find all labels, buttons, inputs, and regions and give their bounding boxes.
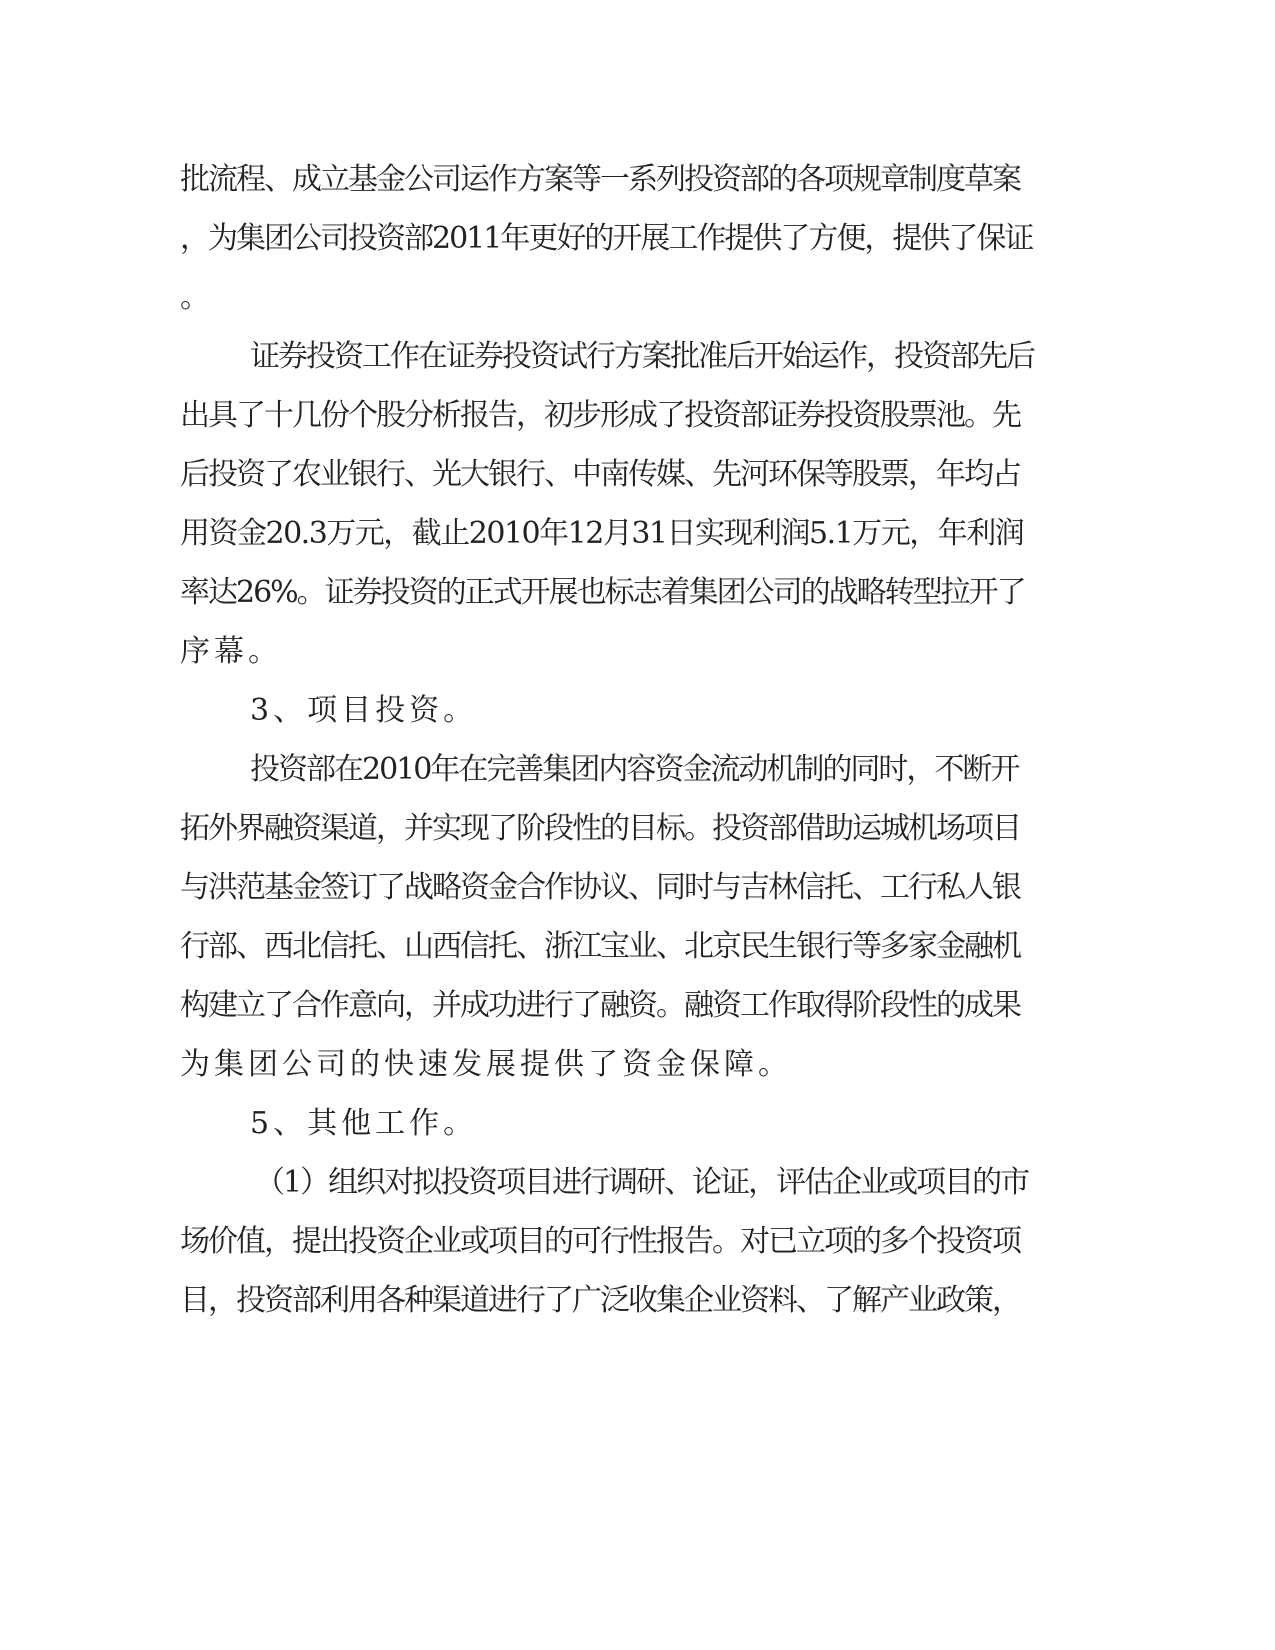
text-line: 批流程、成立基金公司运作方案等一系列投资部的各项规章制度草案 — [180, 162, 1020, 197]
text-line: 。 — [180, 280, 214, 315]
text-line: ，为集团公司投资部2011年更好的开展工作提供了方便，提供了保证 — [180, 221, 1033, 256]
text-line: 目，投资部利用各种渠道进行了广泛收集企业资料、了解产业政策， — [180, 1283, 1020, 1318]
text-line: 出具了十几份个股分析报告，初步形成了投资部证券投资股票池。先 — [180, 398, 1020, 433]
text-line: 构建立了合作意向，并成功进行了融资。融资工作取得阶段性的成果 — [180, 988, 1020, 1023]
text-line: 后投资了农业银行、光大银行、中南传媒、先河环保等股票，年均占 — [180, 457, 1020, 492]
text-line: 用资金20.3万元，截止2010年12月31日实现利润5.1万元，年利润 — [180, 516, 1024, 551]
text-line: 与洪范基金签订了战略资金合作协议、同时与吉林信托、工行私人银 — [180, 870, 1020, 905]
text-line: 序幕。 — [180, 634, 282, 669]
text-line: 证券投资工作在证券投资试行方案批准后开始运作，投资部先后 — [250, 339, 1034, 374]
text-line: （1）组织对拟投资项目进行调研、论证，评估企业或项目的市 — [255, 1165, 1029, 1200]
text-line: 投资部在2010年在完善集团内容资金流动机制的同时，不断开 — [250, 752, 1019, 787]
text-line: 拓外界融资渠道，并实现了阶段性的目标。投资部借助运城机场项目 — [180, 811, 1020, 846]
text-line: 为集团公司的快速发展提供了资金保障。 — [180, 1047, 792, 1082]
text-line: 率达26%。证券投资的正式开展也标志着集团公司的战略转型拉开了 — [180, 575, 1025, 610]
text-line: 场价值，提出投资企业或项目的可行性报告。对已立项的多个投资项 — [180, 1224, 1020, 1259]
section-heading: 5、其他工作。 — [250, 1106, 478, 1141]
text-line: 行部、西北信托、山西信托、浙江宝业、北京民生银行等多家金融机 — [180, 929, 1020, 964]
section-heading: 3、项目投资。 — [250, 693, 478, 728]
